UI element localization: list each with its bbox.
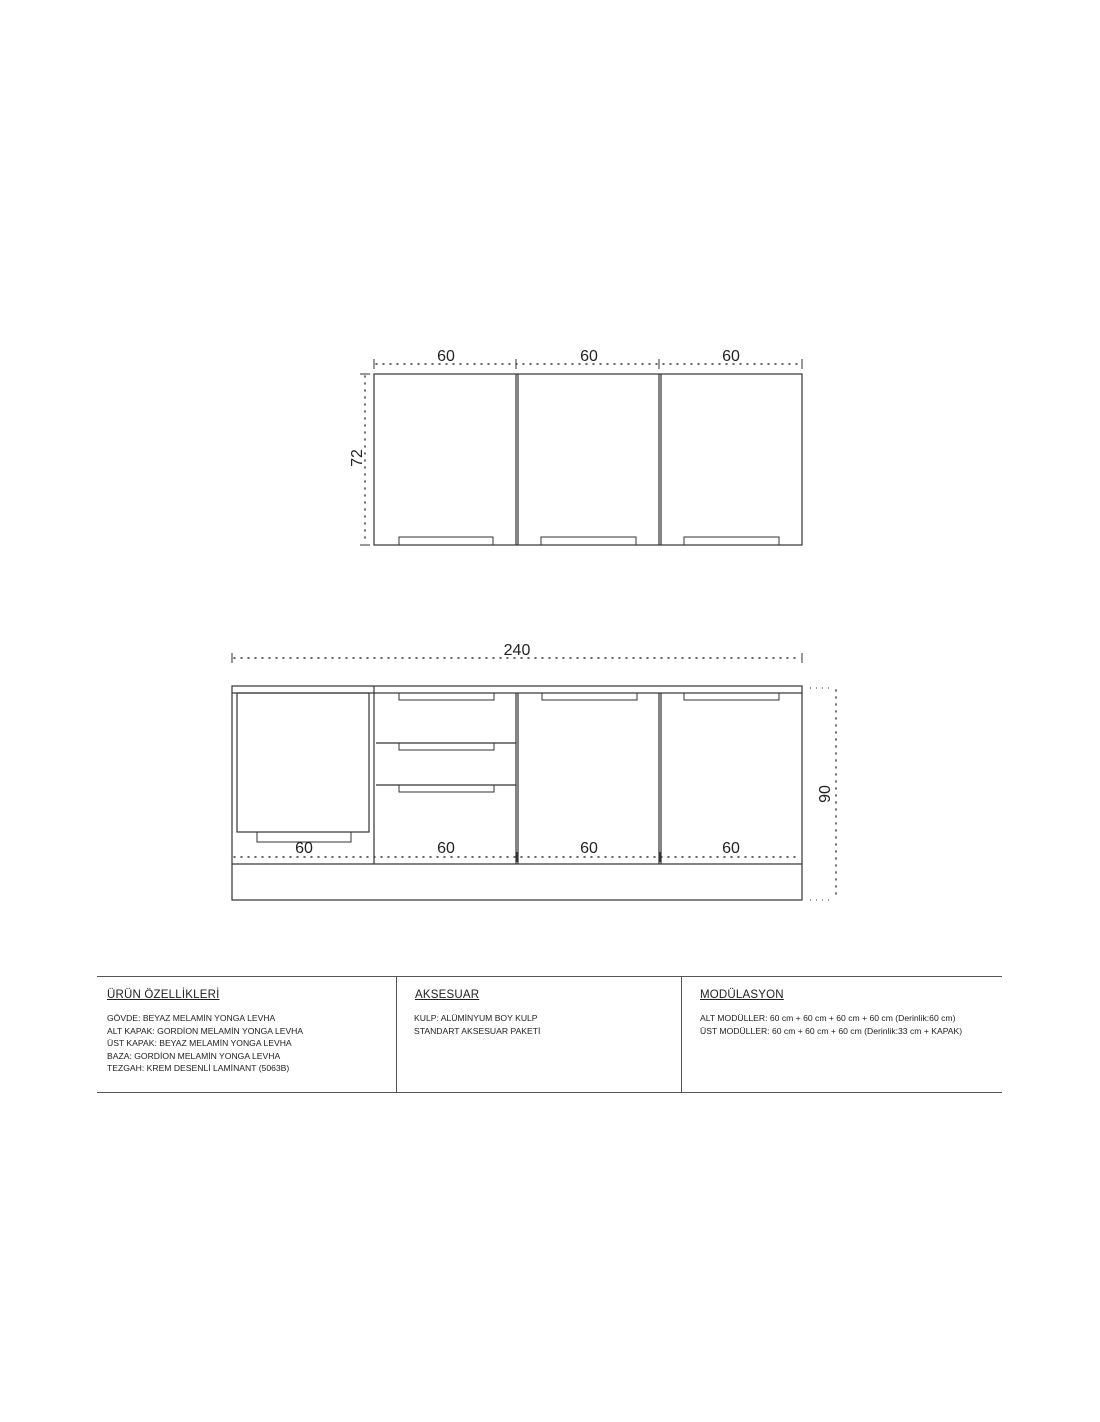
upper-width-label: 60 xyxy=(722,348,740,365)
lower-height-label: 90 xyxy=(817,785,834,803)
upper-width-label: 60 xyxy=(580,348,598,365)
upper-cabinet-frame xyxy=(374,374,802,545)
module-width-label: 60 xyxy=(722,840,740,857)
list-item: TEZGAH: KREM DESENLİ LAMİNANT (5063B) xyxy=(107,1063,290,1073)
modulation-list xyxy=(700,1012,962,1037)
drawer-handle xyxy=(399,693,494,700)
accessories-list xyxy=(414,1012,540,1037)
plinth-base xyxy=(232,864,802,900)
upper-width-label: 60 xyxy=(437,348,455,365)
countertop xyxy=(232,686,802,693)
accessories-title: AKSESUAR xyxy=(415,989,480,1001)
spec-table xyxy=(97,976,1002,1093)
list-item: ÜST MODÜLLER: 60 cm + 60 cm + 60 cm (Derinlik:33 cm + KAPAK) xyxy=(700,1025,963,1036)
accessories-column xyxy=(396,977,682,1092)
features-column xyxy=(97,977,397,1092)
upper-height-label: 72 xyxy=(349,449,366,467)
module-width-label: 60 xyxy=(295,840,313,857)
drawer-handle xyxy=(399,785,494,792)
door-handle xyxy=(684,537,779,545)
door-handle xyxy=(542,693,637,700)
module-width-label: 60 xyxy=(580,840,598,857)
modulation-title: MODÜLASYON xyxy=(700,989,784,1001)
lower-cabinets xyxy=(232,642,836,900)
drawer-handle xyxy=(399,743,494,750)
door-handle xyxy=(541,537,636,545)
list-item: ALT MODÜLLER: 60 cm + 60 cm + 60 cm + 60 cm (Derinlik:60 cm) xyxy=(700,1013,956,1023)
lower-total-width-label: 240 xyxy=(503,642,531,659)
list-item: STANDART AKSESUAR PAKETİ xyxy=(414,1025,541,1036)
upper-cabinets xyxy=(349,348,802,545)
features-list xyxy=(107,1012,303,1075)
list-item: GÖVDE: BEYAZ MELAMİN YONGA LEVHA xyxy=(107,1013,276,1023)
list-item: ALT KAPAK: GORDİON MELAMİN YONGA LEVHA xyxy=(107,1025,304,1036)
list-item: KULP: ALÜMİNYUM BOY KULP xyxy=(414,1013,538,1023)
module-width-label: 60 xyxy=(437,840,455,857)
door-handle xyxy=(684,693,779,700)
modulation-column xyxy=(682,977,1002,1092)
list-item: BAZA: GORDİON MELAMİN YONGA LEVHA xyxy=(107,1050,281,1061)
features-title: ÜRÜN ÖZELLİKLERİ xyxy=(107,989,220,1001)
door-handle xyxy=(399,537,493,545)
list-item: ÜST KAPAK: BEYAZ MELAMİN YONGA LEVHA xyxy=(107,1038,292,1048)
open-module-frame xyxy=(237,693,369,832)
